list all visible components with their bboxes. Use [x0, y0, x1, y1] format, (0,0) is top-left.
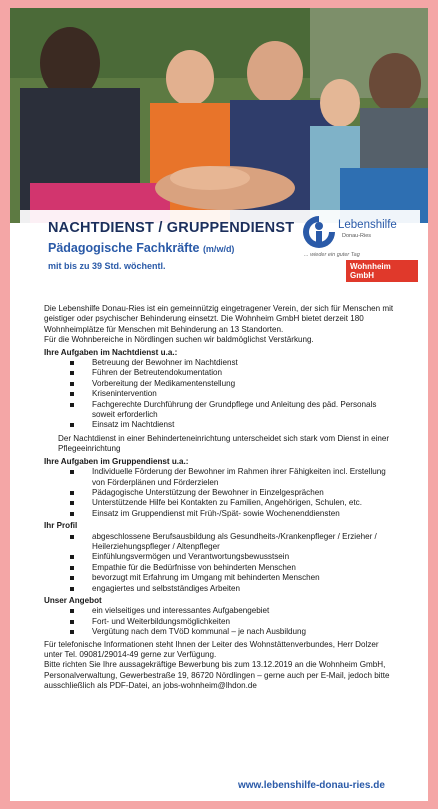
list-item: ein vielseitiges und interessantes Aufgabengebiet [92, 606, 396, 616]
group-heading: Ihre Aufgaben im Gruppendienst u.a.: [44, 456, 189, 466]
flyer-sheet [10, 8, 428, 801]
list-item: Krisenintervention [92, 389, 396, 399]
list-item: Einsatz im Gruppendienst mit Früh-/Spät- sowie Wochenenddiensten [92, 509, 396, 519]
lebenshilfe-logo-icon [302, 214, 336, 250]
website-link[interactable]: www.lebenshilfe-donau-ries.de [238, 780, 385, 791]
application-info: Bitte richten Sie Ihre aussagekräftige Bewerbung bis zum 13.12.2019 an die Wohnheim GmbH, Personalverwaltung, Gewerbestraße 19, 86720 Nördlingen – gerne auch per E-Mail, jedoch bitte ausschließlich als PDF-Datei, an jobs-wohnheim@lhdon.de [44, 660, 390, 691]
list-item: Einfühlungsvermögen und Verantwortungsbewusstsein [92, 552, 396, 562]
night-list [44, 358, 396, 431]
list-item: engagiertes und selbstständiges Arbeiten [92, 584, 396, 594]
wohnheim-badge: Wohnheim GmbH [346, 260, 418, 282]
logo-brand: Lebenshilfe [338, 219, 397, 231]
list-item: Empathie für die Bedürfnisse von behinderten Menschen [92, 563, 396, 573]
list-item: Pädagogische Unterstützung der Bewohner in Einzelgesprächen [92, 488, 396, 498]
intro-paragraph: Die Lebenshilfe Donau-Ries ist ein gemeinnützig eingetragener Verein, der sich für Menschen mit geistiger oder psychischer Behinderung einsetzt. Die Wohnheim GmbH bietet derzeit 180 Wohnheimplätze für Menschen mit Behinderung an 13 Standorten. [44, 304, 394, 334]
group-list [44, 467, 396, 519]
title-banner [20, 210, 420, 280]
job-title: NACHTDIENST / GRUPPENDIENST [48, 220, 295, 236]
list-item: Vorbereitung der Medikamentenstellung [92, 379, 396, 389]
profile-heading: Ihr Profil [44, 521, 78, 531]
job-subtitle [48, 241, 234, 255]
logo-region: Donau-Ries [342, 233, 372, 239]
team-photo [10, 8, 428, 223]
list-item: Fort- und Weiterbildungsmöglichkeiten [92, 617, 396, 627]
night-heading: Ihre Aufgaben im Nachtdienst u.a.: [44, 347, 178, 357]
contact-info: Für telefonische Informationen steht Ihnen der Leiter des Wohnstättenverbundes, Herr Dolzer unter Tel. 09081/29014-49 gerne zur Verfügung. [44, 639, 379, 659]
list-item: Fachgerechte Durchführung der Grundpflege und Anleitung des päd. Personals soweit erforderlich [92, 400, 396, 421]
profile-list [44, 532, 396, 594]
list-item: Betreuung der Bewohner im Nachtdienst [92, 358, 396, 368]
list-item: Individuelle Förderung der Bewohner im Rahmen ihrer Fähigkeiten incl. Erstellung von Förderplänen und Förderzielen [92, 467, 396, 488]
gender-note: (m/w/d) [202, 244, 235, 254]
logo-tagline: ... wieder ein guter Tag [304, 252, 360, 258]
night-note: Der Nachtdienst in einer Behinderteneinrichtung unterscheidet sich stark vom Dienst in einer Pflegeeinrichtung [58, 433, 390, 454]
intro-search: Für die Wohnbereiche in Nördlingen suchen wir baldmöglichst Verstärkung. [44, 335, 314, 345]
subtitle-text: Pädagogische Fachkräfte [48, 241, 200, 255]
list-item: Führen der Betreutendokumentation [92, 368, 396, 378]
offer-list [44, 606, 396, 637]
list-item: Vergütung nach dem TVöD kommunal – je nach Ausbildung [92, 627, 396, 637]
hours-note: mit bis zu 39 Std. wöchentl. [48, 261, 166, 271]
job-description [44, 304, 396, 692]
list-item: bevorzugt mit Erfahrung im Umgang mit behinderten Menschen [92, 573, 396, 583]
list-item: Einsatz im Nachtdienst [92, 420, 396, 430]
list-item: Unterstützende Hilfe bei Kontakten zu Familien, Angehörigen, Schulen, etc. [92, 498, 396, 508]
offer-heading: Unser Angebot [44, 595, 102, 605]
lebenshilfe-logo [302, 214, 418, 278]
list-item: abgeschlossene Berufsausbildung als Gesundheits-/Krankenpfleger / Erzieher / Heilerziehungspfleger / Altenpfleger [92, 532, 396, 553]
